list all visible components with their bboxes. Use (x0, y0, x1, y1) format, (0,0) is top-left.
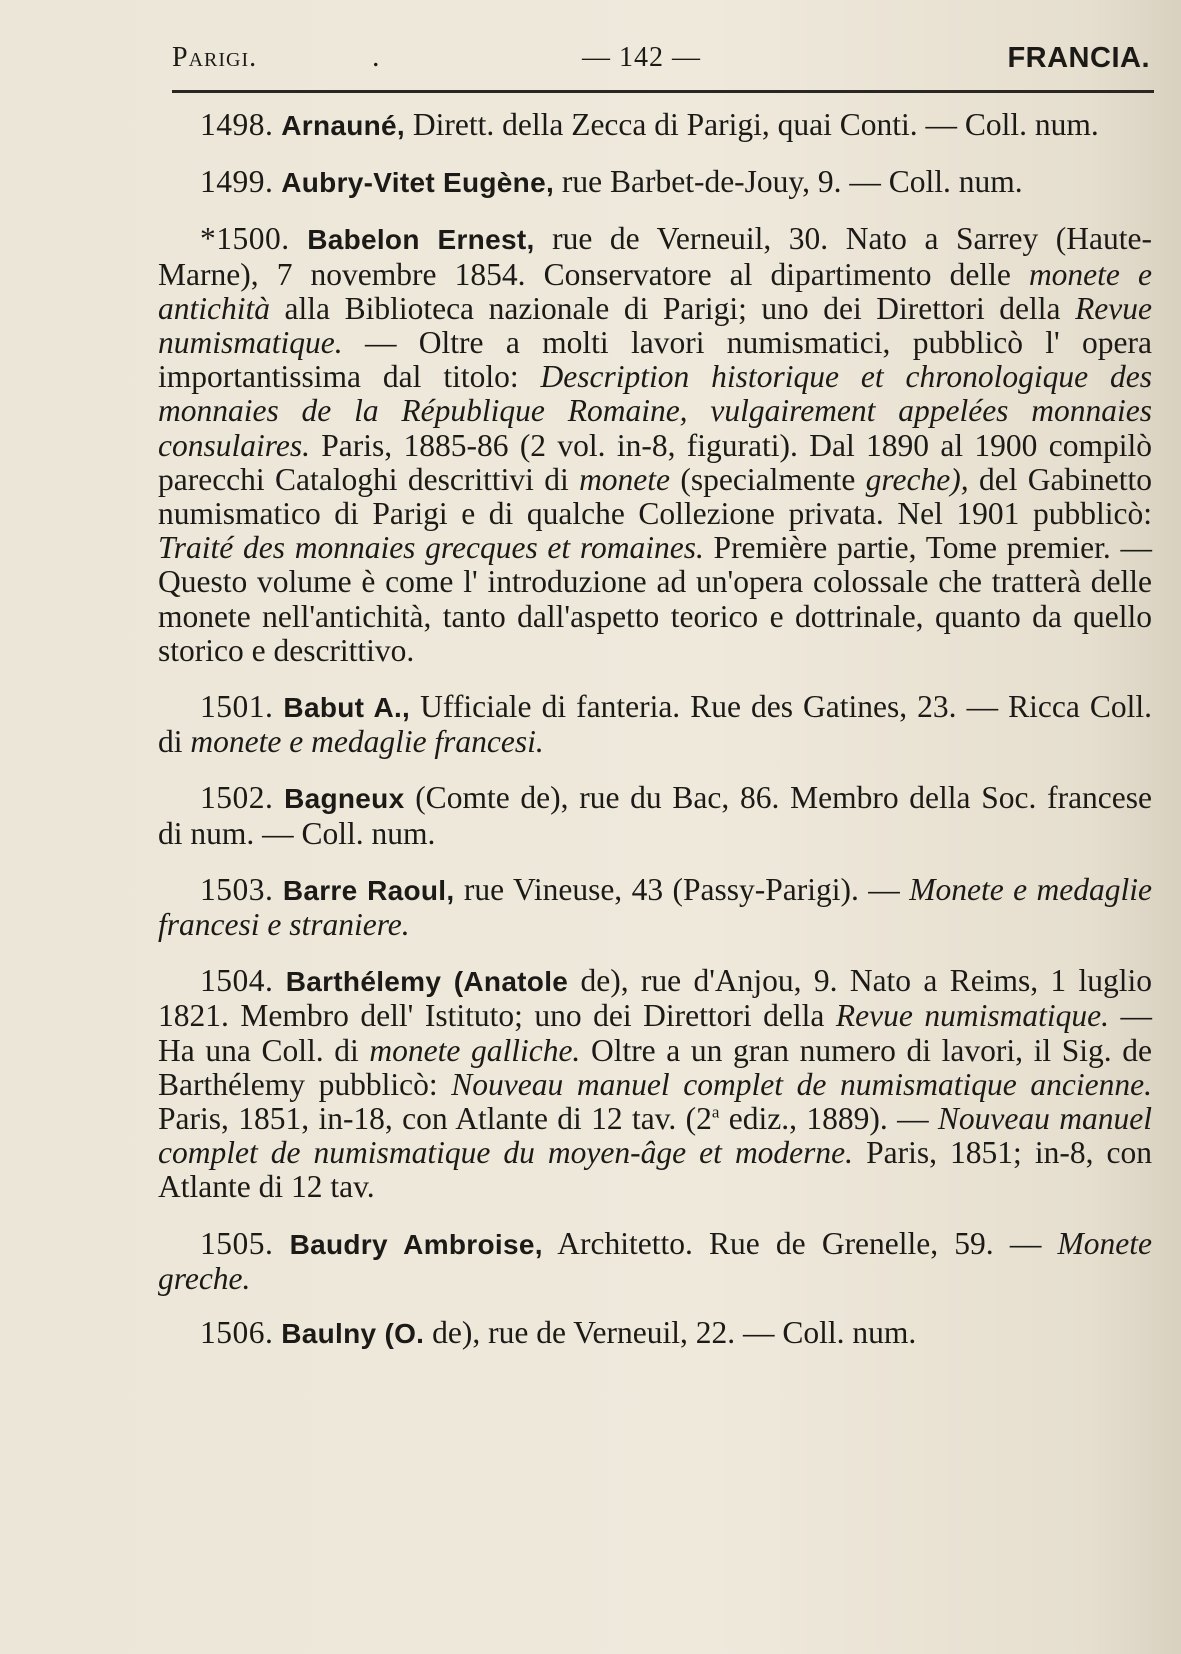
entry-name: Bagneux (284, 783, 405, 815)
entry-text: Dirett. della Zecca di Parigi, quai Conti. — Coll. num. (405, 107, 1099, 142)
entry-number: 1498. (200, 107, 274, 142)
entry-italic: monete galliche. (369, 1032, 581, 1068)
entry-name: Aubry-Vitet Eugène, (281, 167, 555, 199)
entry-text: Paris, 1851, in-18, con Atlante di 12 tav. (2 (158, 1101, 712, 1137)
entry-italic: Monete e medaglie francesi e straniere. (158, 871, 1153, 943)
entry-name: Babelon Ernest, (307, 224, 535, 256)
entry-text: rue Barbet-de-Jouy, 9. — Coll. num. (554, 164, 1023, 200)
entry-italic: Revue numismatique. (835, 998, 1109, 1034)
entry-text: Oltre a un gran numero di lavori, il Sig. de Barthélemy pubblicò: (158, 1032, 1152, 1102)
entry-italic: greche), (865, 461, 969, 497)
running-head-country: FRANCIA. (1007, 42, 1150, 74)
page-header (172, 42, 1150, 86)
entry-number: 1501. (200, 689, 274, 725)
entry-text: Paris, 1885-86 (2 vol. in-8, figurati). Dal 1890 al 1900 compilò parecchi Cataloghi descrittivi di (158, 427, 1152, 497)
entry-text: Première partie, Tome premier. — Questo volume è come l' introduzione ad un'opera colossale che tratterà delle monete nell'antichità, tanto dall'aspetto teorico e dottrinale, quanto da quello storico e descrittivo. (158, 530, 1152, 668)
entry-text: de), rue de Verneuil, 22. — Coll. num. (424, 1315, 917, 1351)
entry-1506 (158, 1316, 1152, 1351)
entry-italic: monete e antichità (158, 256, 1152, 326)
entry-text: (specialmente (670, 461, 866, 497)
entry-text: (Comte de), rue du Bac, 86. Membro della Soc. francese di num. — Coll. num. (158, 780, 1153, 851)
entry-number: 1503. (200, 871, 274, 907)
entry-italic: Traité des monnaies grecques et romaines. (158, 530, 704, 566)
entry-number: 1499. (200, 164, 274, 200)
entry-text: ediz., 1889). — (719, 1101, 938, 1137)
entry-text: rue de Verneuil, 30. Nato a Sarrey (Haute-Marne), 7 novembre 1854. Conservatore al dipartimento delle (158, 221, 1152, 292)
entry-number: *1500. (200, 221, 290, 257)
entry-name: Babut A., (283, 692, 411, 724)
entry-text: Architetto. Rue de Grenelle, 59. — (542, 1225, 1058, 1261)
entry-text: alla Biblioteca nazionale di Parigi; uno dei Direttori della (270, 290, 1076, 326)
entry-italic: Monete greche. (158, 1225, 1152, 1296)
entry-name: Barthélemy (Anatole (285, 966, 569, 998)
entry-1500 (158, 222, 1152, 668)
entry-text: de), rue d'Anjou, 9. Nato a Reims, 1 luglio 1821. Membro dell' Istituto; uno dei Direttori della (158, 963, 1153, 1034)
entry-1503 (158, 873, 1152, 942)
entry-name: Arnauné, (281, 110, 406, 141)
entry-italic: Description historique et chronologique des monnaies de la République Romaine, vulgairement appelées monnaies consulaires. (158, 359, 1152, 463)
entry-name: Barre Raoul, (282, 874, 455, 906)
entry-text: — Oltre a molti lavori numismatici, pubblicò l' opera importantissima dal titolo: (158, 325, 1152, 395)
entry-list (158, 108, 1152, 1373)
entry-number: 1505. (200, 1225, 274, 1261)
entry-italic: Revue numismatique. (158, 290, 1152, 361)
entry-number: 1502. (200, 780, 274, 816)
entry-number: 1506. (200, 1315, 274, 1351)
entry-1504 (158, 964, 1152, 1204)
entry-italic: monete (579, 461, 671, 497)
superscript: a (711, 1102, 720, 1122)
entry-text: del Gabinetto numismatico di Parigi e di qualche Collezione privata. Nel 1901 pubblicò: (158, 461, 1152, 532)
entry-1502 (158, 781, 1152, 850)
entry-1505 (158, 1227, 1152, 1296)
header-rule (172, 90, 1154, 93)
stray-dot: . (372, 40, 380, 73)
entry-text: Ufficiale di fanteria. Rue des Gatines, 23. — Ricca Coll. di (158, 689, 1153, 760)
entry-1498 (158, 108, 1152, 143)
entry-1499 (158, 165, 1152, 200)
entry-text: rue Vineuse, 43 (Passy-Parigi). — (454, 871, 910, 907)
page-number: — 142 — (582, 42, 701, 73)
entry-italic: Nouveau manuel complet de numismatique ancienne. (451, 1066, 1152, 1102)
entry-text: — Ha una Coll. di (158, 998, 1152, 1068)
running-head-city: Parigi. (172, 42, 258, 73)
entry-name: Baulny (O. (281, 1318, 425, 1350)
entry-1501 (158, 690, 1152, 759)
entry-italic: monete e medaglie francesi. (190, 724, 544, 760)
entry-italic: Nouveau manuel complet de numismatique du moyen-âge et moderne. (158, 1101, 1152, 1171)
entry-name: Baudry Ambroise, (289, 1228, 543, 1260)
entry-number: 1504. (200, 963, 274, 999)
entry-text: Paris, 1851; in-8, con Atlante di 12 tav. (158, 1135, 1152, 1205)
